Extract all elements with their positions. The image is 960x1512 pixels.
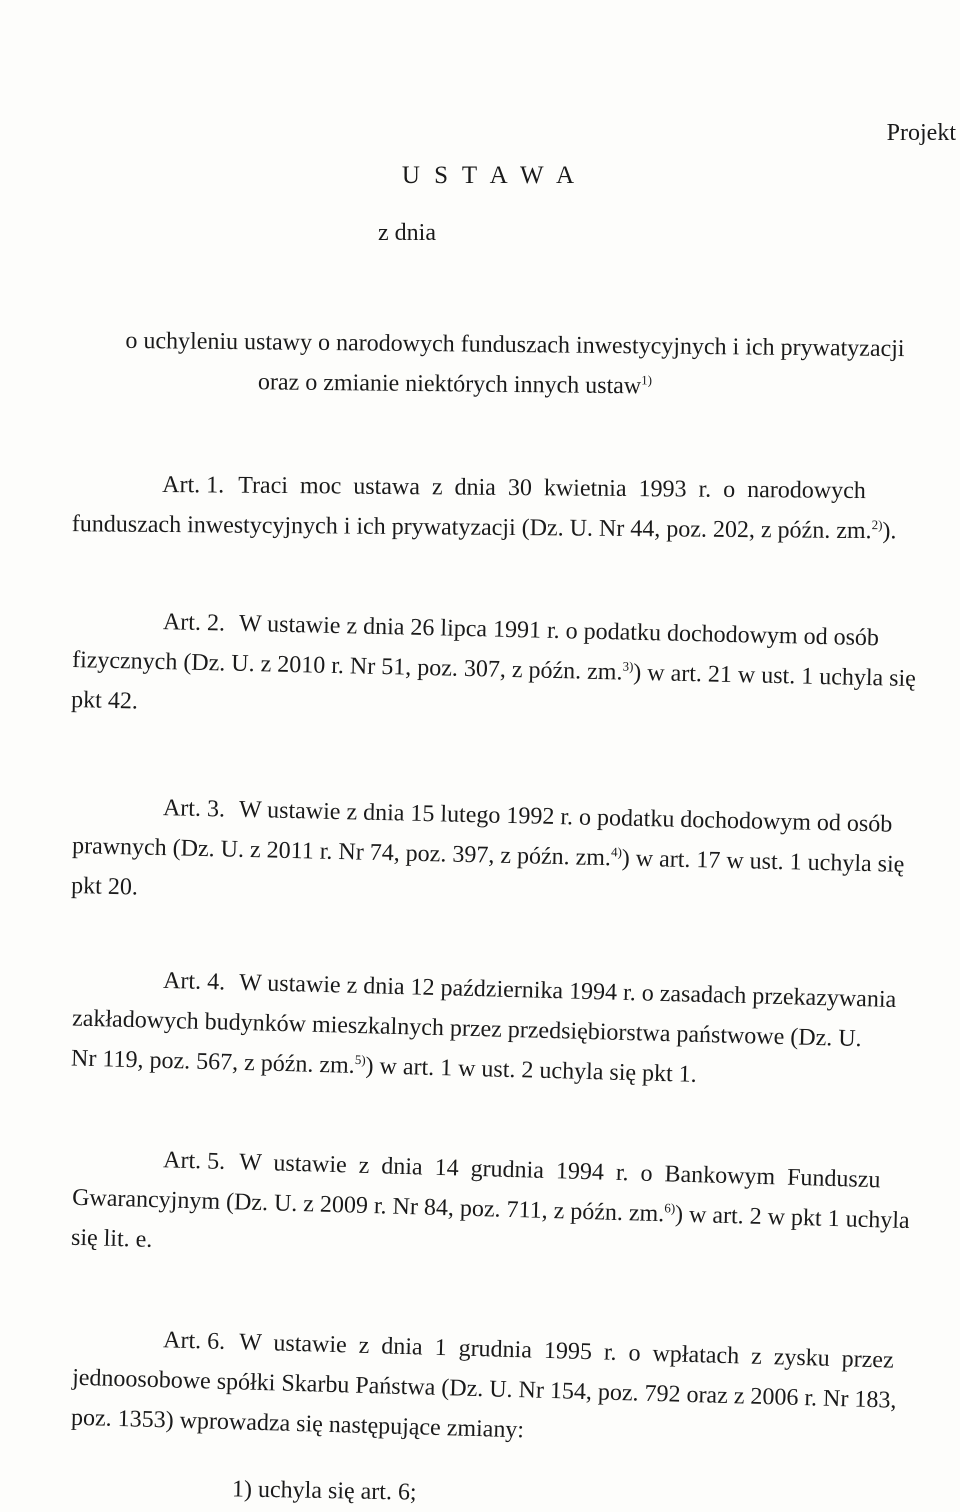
footnote-ref: 4) — [610, 844, 623, 860]
article-6-line-1: Art. 6. W ustawie z dnia 1 grudnia 1995 r. o wpłatach z zysku przez — [162, 1327, 895, 1374]
subject-line-1: o uchyleniu ustawy o narodowych funduszach inwestycyjnych i ich prywatyzacji — [125, 327, 905, 363]
footnote-ref: 5) — [354, 1051, 366, 1068]
article-5-line-3: się lit. e. — [70, 1224, 153, 1253]
article-label: Art. 5. — [162, 1147, 226, 1175]
article-3-line-1: Art. 3. W ustawie z dnia 15 lutego 1992 r. o podatku dochodowym od osób — [162, 795, 893, 838]
article-4-line-2: zakładowych budynków mieszkalnych przez przedsiębiorstwa państwowe (Dz. U. — [71, 1005, 862, 1053]
article-label: Art. 2. — [162, 609, 226, 637]
article-4-line-1: Art. 4. W ustawie z dnia 12 października 1994 r. o zasadach przekazywania — [162, 967, 897, 1014]
article-2 — [71, 600, 953, 740]
footnote-ref: 2) — [871, 517, 883, 533]
article-label: Art. 1. — [162, 471, 225, 499]
article-1 — [72, 464, 953, 552]
subject-line-2: oraz o zmianie niektórych innych ustaw$^{1)}$ — [257, 369, 653, 400]
projekt-label: Projekt — [886, 120, 956, 146]
article-6-line-2: jednoosobowe spółki Skarbu Państwa (Dz. U. Nr 154, poz. 792 oraz z 2006 r. Nr 183, — [71, 1364, 897, 1414]
article-label: Art. 3. — [162, 795, 226, 823]
article-4-line-3: Nr 119, poz. 567, z późn. zm.$^{5)}$) w art. 1 w ust. 2 uchyla się pkt 1. — [70, 1045, 698, 1088]
article-1-line-2: funduszach inwestycyjnych i ich prywatyzacji (Dz. U. Nr 44, poz. 202, z późn. zm.$^{2)}$). — [71, 511, 897, 545]
article-4 — [71, 959, 954, 1102]
article-5-line-1: Art. 5. W ustawie z dnia 14 grudnia 1994 r. o Bankowym Funduszu — [162, 1147, 881, 1194]
act-subject — [80, 325, 950, 405]
article-6 — [70, 1318, 953, 1463]
footnote-ref: 6) — [664, 1200, 676, 1216]
article-3-line-2: prawnych (Dz. U. z 2011 r. Nr 74, poz. 397, z późn. zm.$^{4)}$) w art. 17 w ust. 1 uchyla się — [71, 833, 905, 878]
article-2-line-2: fizycznych (Dz. U. z 2010 r. Nr 51, poz. 307, z późn. zm.$^{3)}$) w art. 21 w ust. 1 uchyla się — [71, 647, 917, 693]
amendment-item-1: 1) uchyla się art. 6; — [231, 1476, 417, 1506]
article-3 — [71, 786, 953, 926]
article-label: Art. 6. — [162, 1327, 226, 1355]
act-title: U S T A W A — [401, 162, 579, 189]
footnote-ref: 1) — [641, 372, 653, 388]
article-label: Art. 4. — [162, 967, 226, 996]
article-5 — [70, 1138, 953, 1283]
article-1-line-1: Art. 1. Traci moc ustawa z dnia 30 kwietnia 1993 r. o narodowych — [162, 471, 866, 505]
article-6-line-3: poz. 1353) wprowadza się następujące zmiany: — [70, 1404, 525, 1444]
article-2-line-3: pkt 42. — [70, 687, 139, 715]
footnote-ref: 3) — [622, 658, 634, 674]
article-2-line-1: Art. 2. W ustawie z dnia 26 lipca 1991 r. o podatku dochodowym od osób — [162, 609, 880, 652]
date-line: z dnia — [378, 220, 436, 246]
article-3-line-3: pkt 20. — [70, 873, 139, 901]
article-5-line-2: Gwarancyjnym (Dz. U. z 2009 r. Nr 84, poz. 711, z późn. zm.$^{6)}$) w art. 2 w pkt 1 uchyla — [71, 1184, 910, 1235]
